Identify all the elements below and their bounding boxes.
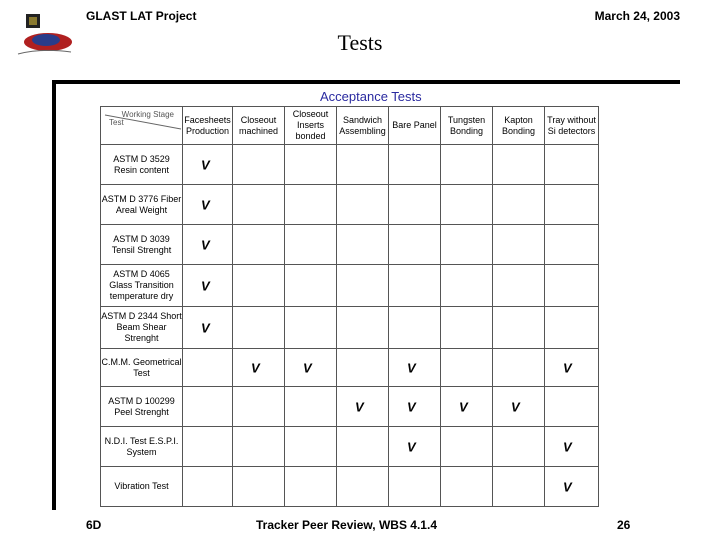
mark-cell [389, 387, 441, 427]
mark-cell [285, 145, 337, 185]
mark-cell [285, 307, 337, 349]
mark-cell [337, 349, 389, 387]
mark-cell [493, 307, 545, 349]
table-row [101, 387, 599, 427]
mark-cell [285, 265, 337, 307]
check-mark: V [201, 237, 210, 252]
mark-cell [493, 467, 545, 507]
check-mark: V [201, 157, 210, 172]
mark-cell [285, 349, 337, 387]
column-header: Facesheets Production [183, 107, 233, 145]
mark-cell [337, 307, 389, 349]
mark-cell [233, 307, 285, 349]
mark-cell [545, 387, 599, 427]
test-name-cell: ASTM D 3776 Fiber Areal Weight [101, 185, 183, 225]
test-name-cell: ASTM D 100299 Peel Strenght [101, 387, 183, 427]
acceptance-tests-table [100, 106, 599, 507]
mark-cell [233, 185, 285, 225]
mark-cell [493, 349, 545, 387]
mark-cell [545, 349, 599, 387]
column-header: Tungsten Bonding [441, 107, 493, 145]
header-date: March 24, 2003 [594, 9, 680, 23]
table-row [101, 145, 599, 185]
mark-cell [441, 307, 493, 349]
mark-cell [337, 145, 389, 185]
mark-cell [545, 225, 599, 265]
mark-cell [183, 145, 233, 185]
mark-cell [389, 349, 441, 387]
mark-cell [233, 467, 285, 507]
mark-cell [441, 185, 493, 225]
mark-cell [389, 427, 441, 467]
mark-cell [285, 185, 337, 225]
table-row [101, 265, 599, 307]
check-mark: V [355, 399, 364, 414]
check-mark: V [201, 197, 210, 212]
mark-cell [389, 307, 441, 349]
mark-cell [493, 145, 545, 185]
mark-cell [441, 387, 493, 427]
mark-cell [233, 225, 285, 265]
project-name: GLAST LAT Project [86, 9, 197, 23]
test-name-cell: ASTM D 4065 Glass Transition temperature dry [101, 265, 183, 307]
mark-cell [441, 427, 493, 467]
test-name-cell: ASTM D 3529 Resin content [101, 145, 183, 185]
column-header: Closeout machined [233, 107, 285, 145]
check-mark: V [563, 360, 572, 375]
mark-cell [545, 307, 599, 349]
slide-title: Tests [337, 30, 383, 55]
mark-cell [545, 265, 599, 307]
mark-cell [233, 145, 285, 185]
mark-cell [183, 307, 233, 349]
table-row [101, 467, 599, 507]
mark-cell [389, 225, 441, 265]
mark-cell [285, 427, 337, 467]
mark-cell [389, 467, 441, 507]
column-header: Closeout Inserts bonded [285, 107, 337, 145]
mark-cell [441, 145, 493, 185]
footer-title: Tracker Peer Review, WBS 4.1.4 [256, 518, 437, 532]
mark-cell [183, 225, 233, 265]
check-mark: V [407, 399, 416, 414]
page-number: 26 [617, 518, 631, 532]
mark-cell [183, 349, 233, 387]
title-rule [52, 80, 680, 84]
mark-cell [233, 427, 285, 467]
mark-cell [183, 427, 233, 467]
table-header-row [101, 107, 599, 145]
test-name-cell: ASTM D 3039 Tensil Strenght [101, 225, 183, 265]
footer-section: 6D [86, 518, 102, 532]
table-row [101, 349, 599, 387]
mark-cell [493, 427, 545, 467]
column-header: Sandwich Assembling [337, 107, 389, 145]
mark-cell [441, 349, 493, 387]
mark-cell [183, 387, 233, 427]
mark-cell [337, 467, 389, 507]
mark-cell [285, 387, 337, 427]
mark-cell [493, 225, 545, 265]
mark-cell [493, 185, 545, 225]
mark-cell [233, 387, 285, 427]
check-mark: V [563, 479, 572, 494]
mark-cell [337, 185, 389, 225]
test-name-cell: ASTM D 2344 Short Beam Shear Strenght [101, 307, 183, 349]
mark-cell [545, 185, 599, 225]
mark-cell [337, 427, 389, 467]
mark-cell [389, 265, 441, 307]
mark-cell [389, 185, 441, 225]
mark-cell [337, 225, 389, 265]
test-name-cell: C.M.M. Geometrical Test [101, 349, 183, 387]
mark-cell [389, 145, 441, 185]
mark-cell [183, 185, 233, 225]
table-row [101, 307, 599, 349]
mark-cell [183, 467, 233, 507]
mark-cell [545, 145, 599, 185]
mark-cell [285, 467, 337, 507]
column-header: Bare Panel [389, 107, 441, 145]
mark-cell [337, 387, 389, 427]
mark-cell [441, 225, 493, 265]
test-name-cell: N.D.I. Test E.S.P.I. System [101, 427, 183, 467]
corner-header-cell [101, 107, 183, 145]
corner-stage-label: Working Stage [121, 110, 174, 119]
check-mark: V [251, 360, 260, 375]
column-header: Tray without Si detectors [545, 107, 599, 145]
corner-test-label: Test [109, 118, 124, 127]
column-header: Kapton Bonding [493, 107, 545, 145]
mark-cell [337, 265, 389, 307]
table-row [101, 185, 599, 225]
mark-cell [493, 265, 545, 307]
mark-cell [183, 265, 233, 307]
mark-cell [285, 225, 337, 265]
check-mark: V [201, 278, 210, 293]
check-mark: V [511, 399, 520, 414]
mark-cell [233, 349, 285, 387]
check-mark: V [303, 360, 312, 375]
mark-cell [493, 387, 545, 427]
mark-cell [441, 265, 493, 307]
table-title: Acceptance Tests [320, 89, 422, 104]
test-name-cell: Vibration Test [101, 467, 183, 507]
check-mark: V [407, 439, 416, 454]
mark-cell [545, 427, 599, 467]
table-row [101, 225, 599, 265]
check-mark: V [201, 320, 210, 335]
table-row [101, 427, 599, 467]
mark-cell [545, 467, 599, 507]
check-mark: V [407, 360, 416, 375]
left-rule [52, 84, 56, 510]
mark-cell [233, 265, 285, 307]
check-mark: V [459, 399, 468, 414]
check-mark: V [563, 439, 572, 454]
mark-cell [441, 467, 493, 507]
